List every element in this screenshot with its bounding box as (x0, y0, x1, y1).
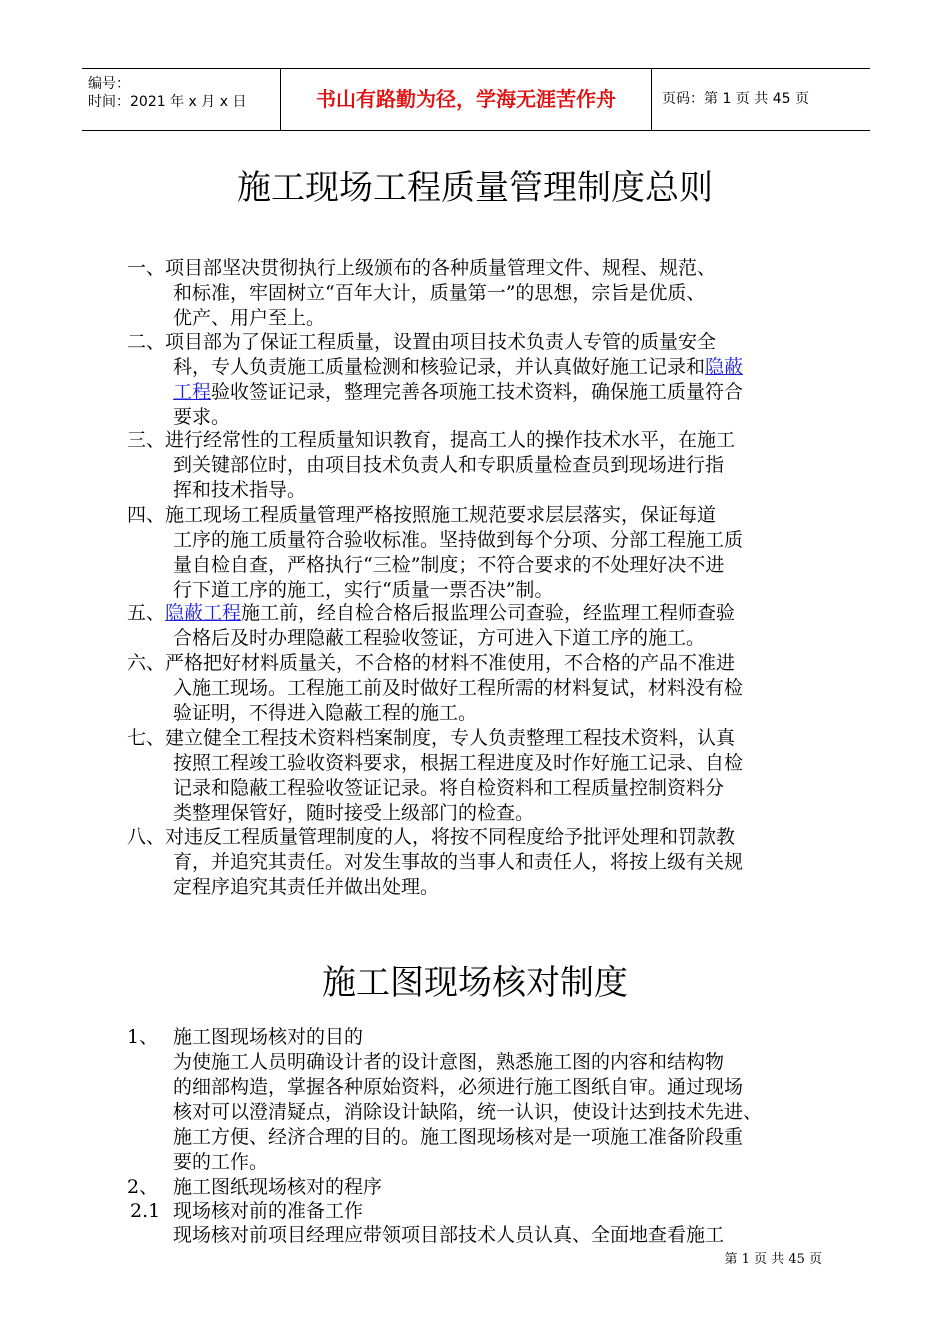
item-line: 量自检自查，严格执行“三检”制度；不符合要求的不处理好决不进 (173, 554, 725, 576)
header-page-info: 页码：第 1 页 共 45 页 (662, 91, 809, 107)
item-line: 类整理保管好，随时接受上级部门的检查。 (173, 802, 535, 824)
page-footer: 第 1 页 共 45 页 (724, 1252, 822, 1267)
section-line: 现场核对前项目经理应带领项目部技术人员认真、全面地查看施工 (173, 1224, 725, 1246)
item-number: 七、 (127, 727, 166, 749)
item-line: 验证明，不得进入隐蔽工程的施工。 (173, 702, 478, 724)
subsection-number: 2.1 (130, 1200, 161, 1222)
hidden-works-link[interactable]: 工程 (173, 381, 212, 403)
item-line: 进行经常性的工程质量知识教育，提高工人的操作技术水平，在施工 (165, 429, 736, 451)
hidden-works-link[interactable]: 隐蔽工程 (165, 602, 242, 624)
section-line: 核对可以澄清疑点，消除设计缺陷，统一认识，使设计达到技术先进、 (173, 1101, 763, 1123)
item-line: 行下道工序的施工，实行“质量一票否决”制。 (173, 579, 554, 601)
section-line: 的细部构造，掌握各种原始资料，必须进行施工图纸自审。通过现场 (173, 1076, 744, 1098)
item-line: 项目部坚决贯彻执行上级颁布的各种质量管理文件、规程、规范、 (165, 257, 717, 279)
item-line: 对违反工程质量管理制度的人，将按不同程度给予批评处理和罚款教 (165, 826, 736, 848)
subsection-heading: 现场核对前的准备工作 (173, 1200, 364, 1222)
item-number: 八、 (127, 826, 166, 848)
section-line: 为使施工人员明确设计者的设计意图，熟悉施工图的内容和结构物 (173, 1051, 725, 1073)
item-text: 科，专人负责施工质量检测和核验记录，并认真做好施工记录和 (173, 356, 706, 378)
item-line (165, 601, 735, 626)
header-motto: 书山有路勤为径，学海无涯苦作舟 (281, 69, 652, 130)
item-text: 验收签证记录，整理完善各项施工技术资料，确保施工质量符合 (211, 381, 744, 403)
item-number: 二、 (127, 331, 166, 353)
item-line: 工序的施工质量符合验收标准。坚持做到每个分项、分部工程施工质 (173, 529, 744, 551)
item-line: 建立健全工程技术资料档案制度，专人负责整理工程技术资料，认真 (165, 727, 736, 749)
document-header (82, 68, 870, 131)
section-heading: 施工图纸现场核对的程序 (173, 1176, 383, 1198)
number-label: 编号： (88, 76, 130, 92)
section-number: 2、 (127, 1176, 159, 1198)
item-line: 入施工现场。工程施工前及时做好工程所需的材料复试，材料没有检 (173, 677, 744, 699)
item-text: 施工前，经自检合格后报监理公司查验，经监理工程师查验 (241, 602, 736, 624)
item-line: 要求。 (173, 406, 231, 428)
item-line: 合格后及时办理隐蔽工程验收签证，方可进入下道工序的施工。 (173, 627, 706, 649)
page-title: 施工现场工程质量管理制度总则 (237, 168, 713, 208)
item-number: 四、 (127, 504, 166, 526)
item-number: 三、 (127, 429, 166, 451)
time-label: 时间：2021 年 x 月 x 日 (88, 94, 247, 110)
section-line: 要的工作。 (173, 1151, 269, 1173)
hidden-works-link[interactable]: 隐蔽 (705, 356, 744, 378)
header-meta-cell (82, 69, 281, 130)
item-line: 严格把好材料质量关，不合格的材料不准使用，不合格的产品不准进 (165, 652, 736, 674)
section-heading: 施工图现场核对的目的 (173, 1026, 364, 1048)
item-line: 优产、用户至上。 (173, 307, 326, 329)
item-number: 五、 (127, 602, 166, 624)
item-line: 育，并追究其责任。对发生事故的当事人和责任人，将按上级有关规 (173, 851, 744, 873)
item-line: 按照工程竣工验收资料要求，根据工程进度及时作好施工记录、自检 (173, 752, 744, 774)
item-line: 记录和隐蔽工程验收签证记录。将自检资料和工程质量控制资料分 (173, 777, 725, 799)
item-line: 施工现场工程质量管理严格按照施工规范要求层层落实，保证每道 (165, 504, 717, 526)
item-line (173, 355, 743, 380)
item-line: 定程序追究其责任并做出处理。 (173, 876, 440, 898)
item-number: 一、 (127, 257, 166, 279)
item-number: 六、 (127, 652, 166, 674)
item-line (173, 380, 743, 405)
section-line: 施工方便、经济合理的目的。施工图现场核对是一项施工准备阶段重 (173, 1126, 744, 1148)
item-line: 项目部为了保证工程质量，设置由项目技术负责人专管的质量安全 (165, 331, 717, 353)
item-line: 和标准，牢固树立“百年大计，质量第一”的思想，宗旨是优质、 (173, 282, 706, 304)
item-line: 到关键部位时，由项目技术负责人和专职质量检查员到现场进行指 (173, 454, 725, 476)
section-number: 1、 (127, 1026, 159, 1048)
section-title: 施工图现场核对制度 (322, 963, 628, 1003)
item-line: 挥和技术指导。 (173, 479, 307, 501)
